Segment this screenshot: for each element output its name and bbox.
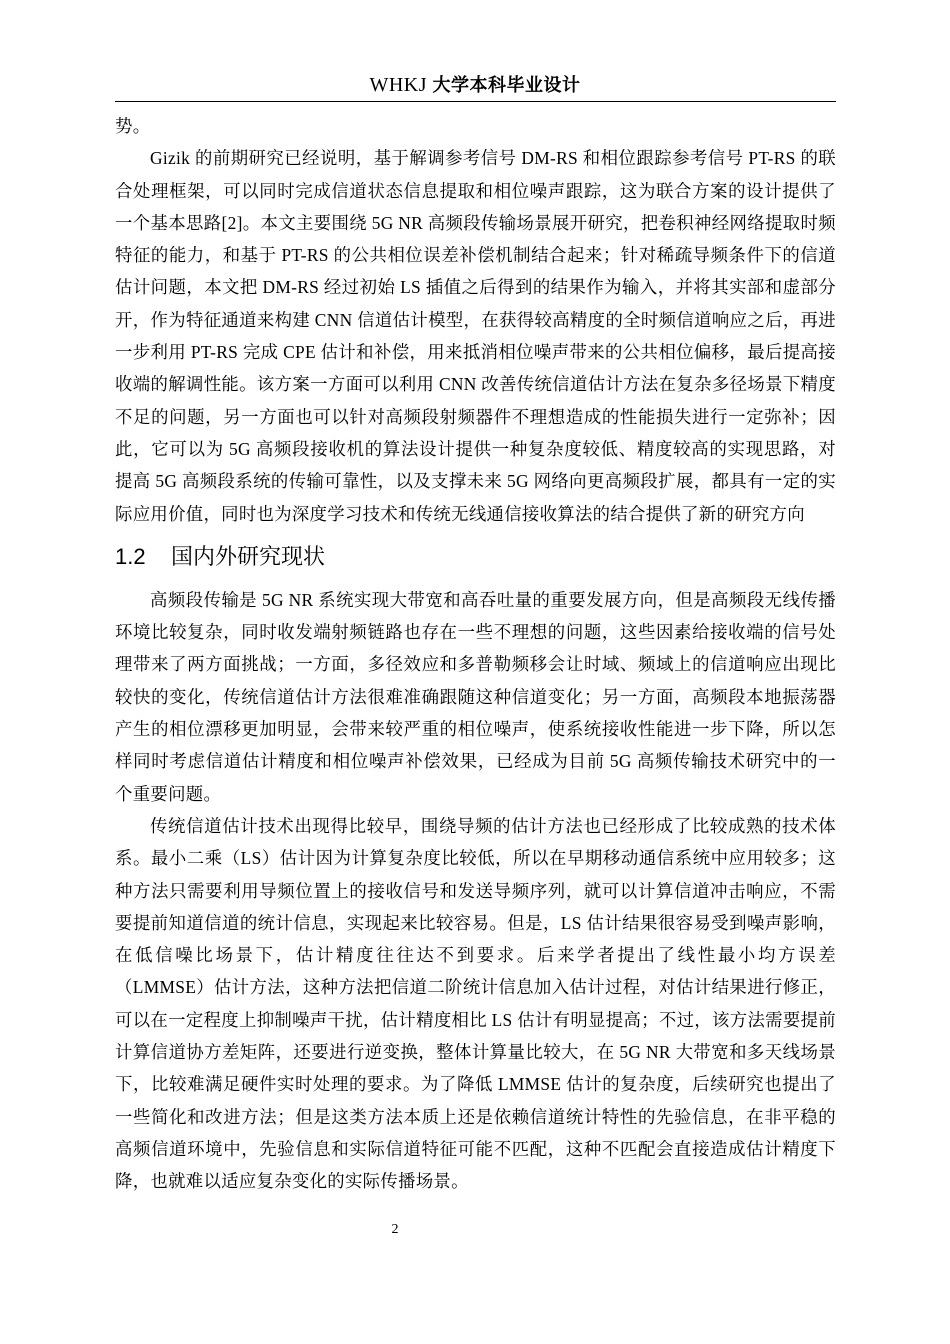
header-title: 大学本科毕业设计 (432, 75, 581, 96)
paragraph-research-significance: Gizik 的前期研究已经说明，基于解调参考信号 DM-RS 和相位跟踪参考信号 PT-RS 的联合处理框架，可以同时完成信道状态信息提取和相位噪声跟踪，这为联合方案的设计提供了一个基本思路[2]。本文主要围绕 5G NR 高频段传输场景展开研究，把卷积神经网络提取时频特征的能力，和基于 PT-RS 的公共相位误差补偿机制结合起来；针对稀疏导频条件下的信道估计问题，本文把 DM-RS 经过初始 LS 插值之后得到的结果作为输入，并将其实部和虚部分开，作为特征通道来构建 CNN 信道估计模型，在获得较高精度的全时频信道响应之后，再进一步利用 PT-RS 完成 CPE 估计和补偿，用来抵消相位噪声带来的公共相位偏移，最后提高接收端的解调性能。该方案一方面可以利用 CNN 改善传统信道估计方法在复杂多径场景下精度不足的问题，另一方面也可以针对高频段射频器件不理想造成的性能损失进行一定弥补；因此，它可以为 5G 高频段接收机的算法设计提供一种复杂度较低、精度较高的实现思路，对提高 5G 高频段系统的传输可靠性，以及支撑未来 5G 网络向更高频段扩展，都具有一定的实际应用价值，同时也为深度学习技术和传统无线通信接收算法的结合提供了新的研究方向 (115, 148, 836, 524)
section-title: 国内外研究现状 (171, 544, 326, 570)
header-prefix: WHKJ (369, 74, 428, 96)
page-body (115, 110, 836, 1198)
section-number: 1.2 (115, 543, 146, 569)
paragraph-traditional-estimation: 传统信道估计技术出现得比较早，围绕导频的估计方法也已经形成了比较成熟的技术体系。最小二乘（LS）估计因为计算复杂度比较低，所以在早期移动通信系统中应用较多；这种方法只需要利用导频位置上的接收信号和发送导频序列，就可以计算信道冲击响应，不需要提前知道信道的统计信息，实现起来比较容易。但是，LS 估计结果很容易受到噪声影响，在低信噪比场景下，估计精度往往达不到要求。后来学者提出了线性最小均方误差（LMMSE）估计方法，这种方法把信道二阶统计信息加入估计过程，对估计结果进行修正，可以在一定程度上抑制噪声干扰，估计精度相比 LS 估计有明显提高；不过，该方法需要提前计算信道协方差矩阵，还要进行逆变换，整体计算量比较大，在 5G NR 大带宽和多天线场景下，比较难满足硬件实时处理的要求。为了降低 LMMSE 估计的复杂度，后续研究也提出了一些简化和改进方法；但是这类方法本质上还是依赖信道统计特性的先验信息，在非平稳的高频信道环境中，先验信息和实际信道特征可能不匹配，这种不匹配会直接造成估计精度下降，也就难以适应复杂变化的实际传播场景。 (115, 815, 836, 1192)
page-number: 2 (391, 1222, 399, 1237)
paragraph-continuation: 势。 (115, 116, 151, 136)
paragraph-high-frequency-challenges: 高频段传输是 5G NR 系统实现大带宽和高吞吐量的重要发展方向，但是高频段无线传播环境比较复杂，同时收发端射频链路也存在一些不理想的问题，这些因素给接收端的信号处理带来了两方面挑战；一方面，多径效应和多普勒频移会让时域、频域上的信道响应出现比较快的变化，传统信道估计方法很难准确跟随这种信道变化；另一方面，高频段本地振荡器产生的相位漂移更加明显，会带来较严重的相位噪声，使系统接收性能进一步下降，所以怎样同时考虑信道估计精度和相位噪声补偿效果，已经成为目前 5G 高频传输技术研究中的一个重要问题。 (115, 589, 836, 804)
page-header (115, 70, 835, 100)
section-heading (115, 536, 836, 578)
header-rule (115, 101, 836, 102)
